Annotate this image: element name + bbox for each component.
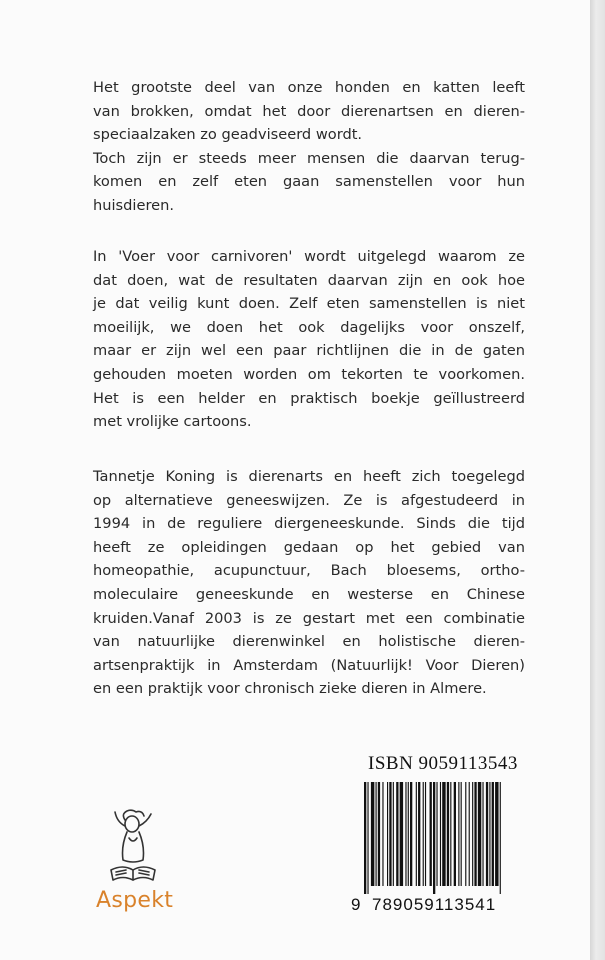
barcode-bar [436, 782, 437, 886]
text-line: Het is een helder en praktisch boekje geïllustreerd [93, 389, 525, 407]
author-bio-paragraph [93, 465, 525, 701]
barcode-bar [396, 782, 398, 886]
barcode-bar [454, 782, 456, 886]
text-line: maar er zijn wel een paar richtlijnen die in de gaten [93, 342, 525, 360]
barcode-bar [433, 782, 435, 894]
barcode-bar [474, 782, 476, 886]
barcode-bar [489, 782, 490, 886]
text-line: huisdieren. [93, 196, 174, 214]
text-line: op alternatieve geneeswijzen. Ze is afgestudeerd in [93, 491, 525, 509]
text-line: Toch zijn er steeds meer mensen die daarvan terug- [93, 149, 525, 167]
barcode-bar [440, 782, 441, 886]
barcode-bar [465, 782, 466, 886]
barcode-bar [472, 782, 473, 886]
barcode-first-digit: 9 [351, 895, 362, 914]
barcode-bar [469, 782, 470, 886]
barcode-bar [387, 782, 388, 886]
barcode-bar [482, 782, 483, 886]
barcode-bar [371, 782, 374, 886]
barcode-bar [450, 782, 451, 886]
text-line: Het grootste deel van onze honden en katten leeft [93, 79, 525, 96]
text-line: heeft ze opleidingen gedaan op het gebied van [93, 538, 525, 556]
barcode-bar [495, 782, 498, 886]
text-line: kruiden.Vanaf 2003 is ze gestart met een combinatie [93, 609, 525, 627]
barcode-bar [405, 782, 406, 886]
text-line: met vrolijke cartoons. [93, 413, 252, 431]
barcode-bar [461, 782, 462, 886]
barcode-bar [478, 782, 481, 886]
text-line: je dat veilig kunt doen. Zelf eten samenstellen is niet [93, 295, 525, 313]
text-line: moeilijk, we doen het ook dagelijks voor onszelf, [93, 318, 525, 336]
barcode-bar [423, 782, 424, 886]
barcode-bar [430, 782, 432, 886]
text-line: dat doen, wat de resultaten daarvan zijn en ook hoe [93, 271, 525, 289]
barcode-bar [400, 782, 403, 886]
text-line: gehouden moeten worden om tekorten te voorkomen. [93, 365, 525, 383]
text-line: 1994 in de reguliere diergeneeskunde. Sinds die tijd [93, 515, 525, 533]
barcode-bar [458, 782, 459, 886]
barcode-bar [410, 782, 412, 886]
text-line: speciaalzaken zo geadviseerd wordt. [93, 126, 363, 144]
text-line: Tannetje Koning is dierenarts en heeft zich toegelegd [93, 468, 525, 485]
barcode-bar [376, 782, 377, 886]
text-line: homeopathie, acupunctuur, Bach bloesems, ortho- [93, 562, 525, 580]
barcode-bar [500, 782, 501, 894]
barcode-bar [408, 782, 409, 886]
barcode-bar [367, 782, 368, 894]
barcode-bar [425, 782, 426, 886]
blurb-paragraph-1 [93, 76, 525, 218]
barcode-bar [447, 782, 449, 886]
page-edge [590, 0, 605, 960]
reading-figure-icon [103, 808, 163, 886]
publisher-name: Aspekt [96, 888, 174, 913]
text-line: artsenpraktijk in Amsterdam (Natuurlijk! Voor Dieren) [93, 656, 525, 674]
text-line: moleculaire geneeskunde en westerse en Chinese [93, 585, 525, 603]
barcode-bar [492, 782, 494, 886]
blurb-paragraph-2 [93, 245, 525, 434]
text-line: en een praktijk voor chronisch zieke dieren in Almere. [93, 680, 487, 698]
text-line: komen en zelf eten gaan samenstellen voor hun [93, 173, 525, 191]
barcode [360, 782, 550, 894]
barcode-bar [389, 782, 391, 886]
text-line: In 'Voer voor carnivoren' wordt uitgelegd waarom ze [93, 248, 525, 265]
text-line: van brokken, omdat het door dierenartsen en dieren- [93, 102, 525, 120]
barcode-bar [418, 782, 420, 886]
barcode-bar [378, 782, 380, 886]
barcode-bar [382, 782, 383, 886]
barcode-bar [416, 782, 417, 886]
barcode-bar [442, 782, 445, 886]
text-line: van natuurlijke dierenwinkel en holistische dieren- [93, 633, 525, 651]
isbn-label: ISBN 9059113543 [368, 753, 518, 774]
barcode-digits: 789059113541 [372, 895, 497, 914]
barcode-bar [393, 782, 394, 886]
barcode-bar [486, 782, 488, 886]
barcode-bar [364, 782, 366, 894]
